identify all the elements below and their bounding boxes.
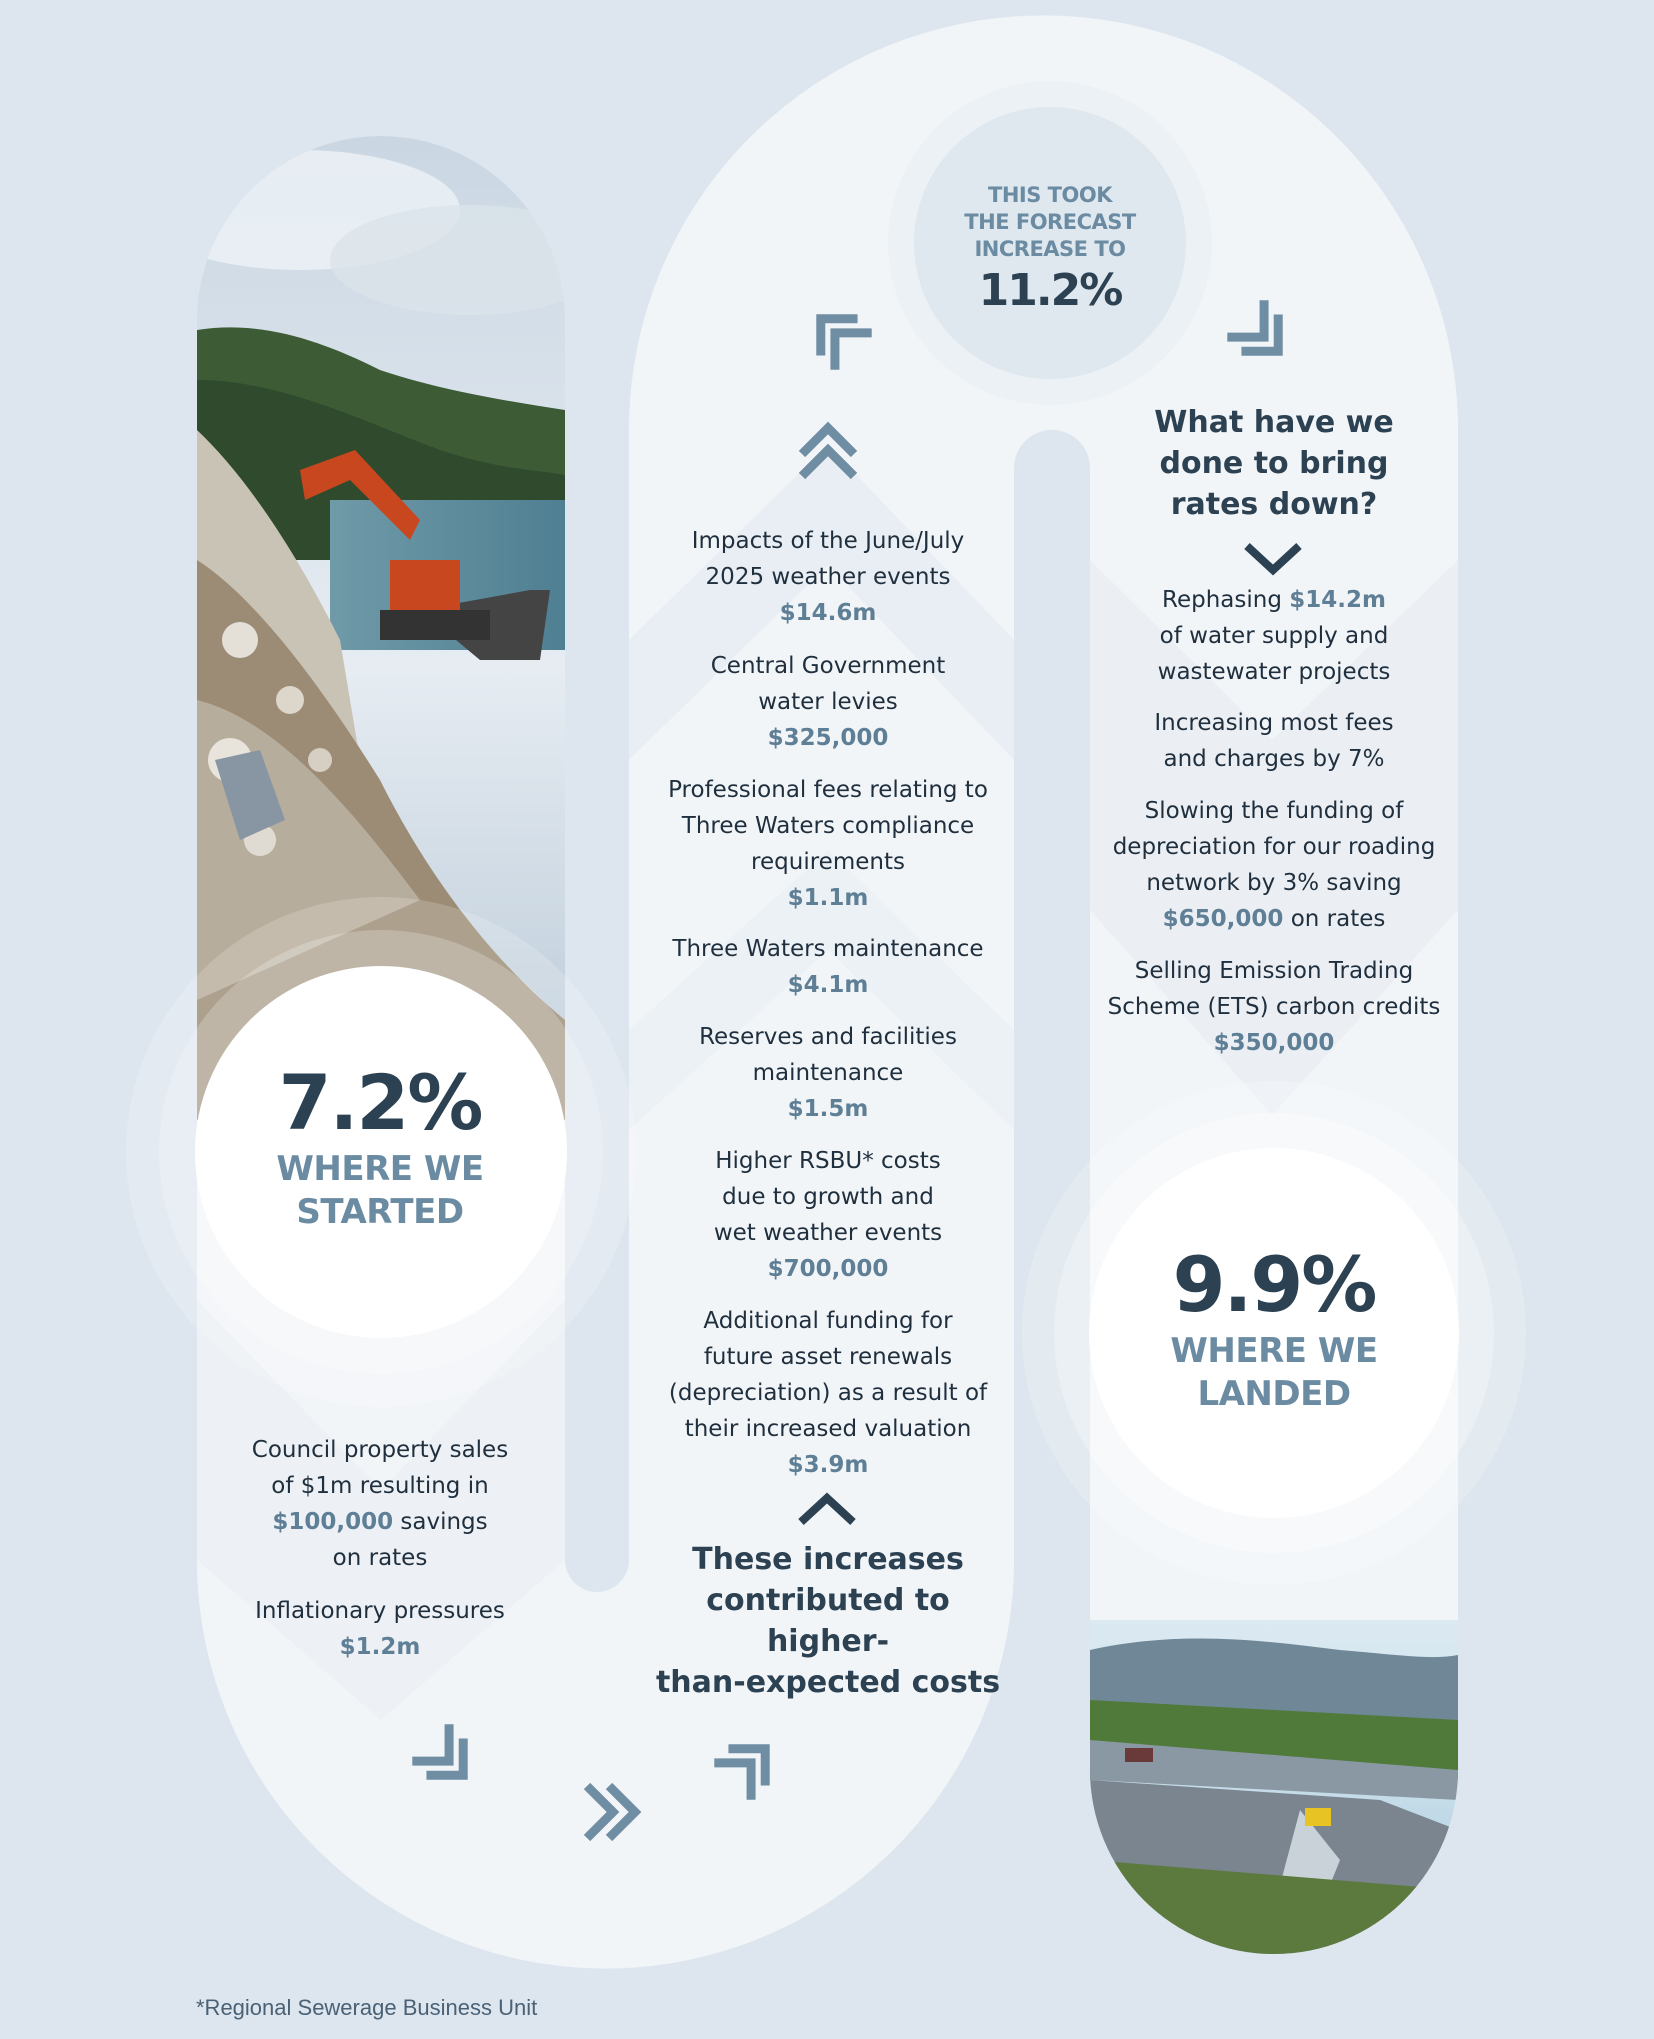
- increase-item-reserves: Reserves and facilities maintenance $1.5m: [699, 1024, 957, 1122]
- left-item-inflation: Inflationary pressures $1.2m: [255, 1598, 505, 1660]
- landed-value: 9.9%: [1172, 1240, 1376, 1329]
- footnote: *Regional Sewerage Business Unit: [196, 1995, 538, 2020]
- forecast-label: THIS TOOK THE FORECAST INCREASE TO 11.2%: [930, 182, 1170, 319]
- reduction-item-ets: Selling Emission Trading Scheme (ETS) carbon credits $350,000: [1107, 958, 1441, 1056]
- reduction-item-roading: Slowing the funding of depreciation for our roading network by 3% saving $650,000 on rates: [1112, 798, 1436, 932]
- landed-label: 9.9% WHERE WE LANDED: [1124, 1240, 1424, 1416]
- increase-item-levies: Central Government water levies $325,000: [710, 653, 946, 751]
- increases-heading: These increases contributed to higher- than-expected costs: [655, 1542, 1001, 1700]
- increase-item-rsbu: Higher RSBU* costs due to growth and wet weather events $700,000: [713, 1148, 943, 1282]
- reductions-heading: What have we done to bring rates down?: [1154, 405, 1394, 522]
- increase-item-depreciation: Additional funding for future asset renewals (depreciation) as a result of their increased valuation $3.9m: [668, 1308, 988, 1478]
- start-label: 7.2% WHERE WE STARTED: [230, 1058, 530, 1234]
- forecast-value: 11.2%: [978, 265, 1122, 316]
- increase-item-three-waters: Three Waters maintenance $4.1m: [672, 936, 984, 998]
- reduction-item-rephasing: Rephasing $14.2m of water supply and wastewater projects: [1157, 587, 1391, 685]
- increase-item-professional-fees: Professional fees relating to Three Waters compliance requirements $1.1m: [668, 777, 988, 911]
- reduction-item-fees: Increasing most fees and charges by 7%: [1154, 710, 1394, 772]
- start-value: 7.2%: [278, 1058, 482, 1147]
- left-item-property-sales: Council property sales of $1m resulting in $100,000 savings on rates: [251, 1437, 509, 1571]
- increase-item-weather: Impacts of the June/July 2025 weather events $14.6m: [691, 528, 965, 626]
